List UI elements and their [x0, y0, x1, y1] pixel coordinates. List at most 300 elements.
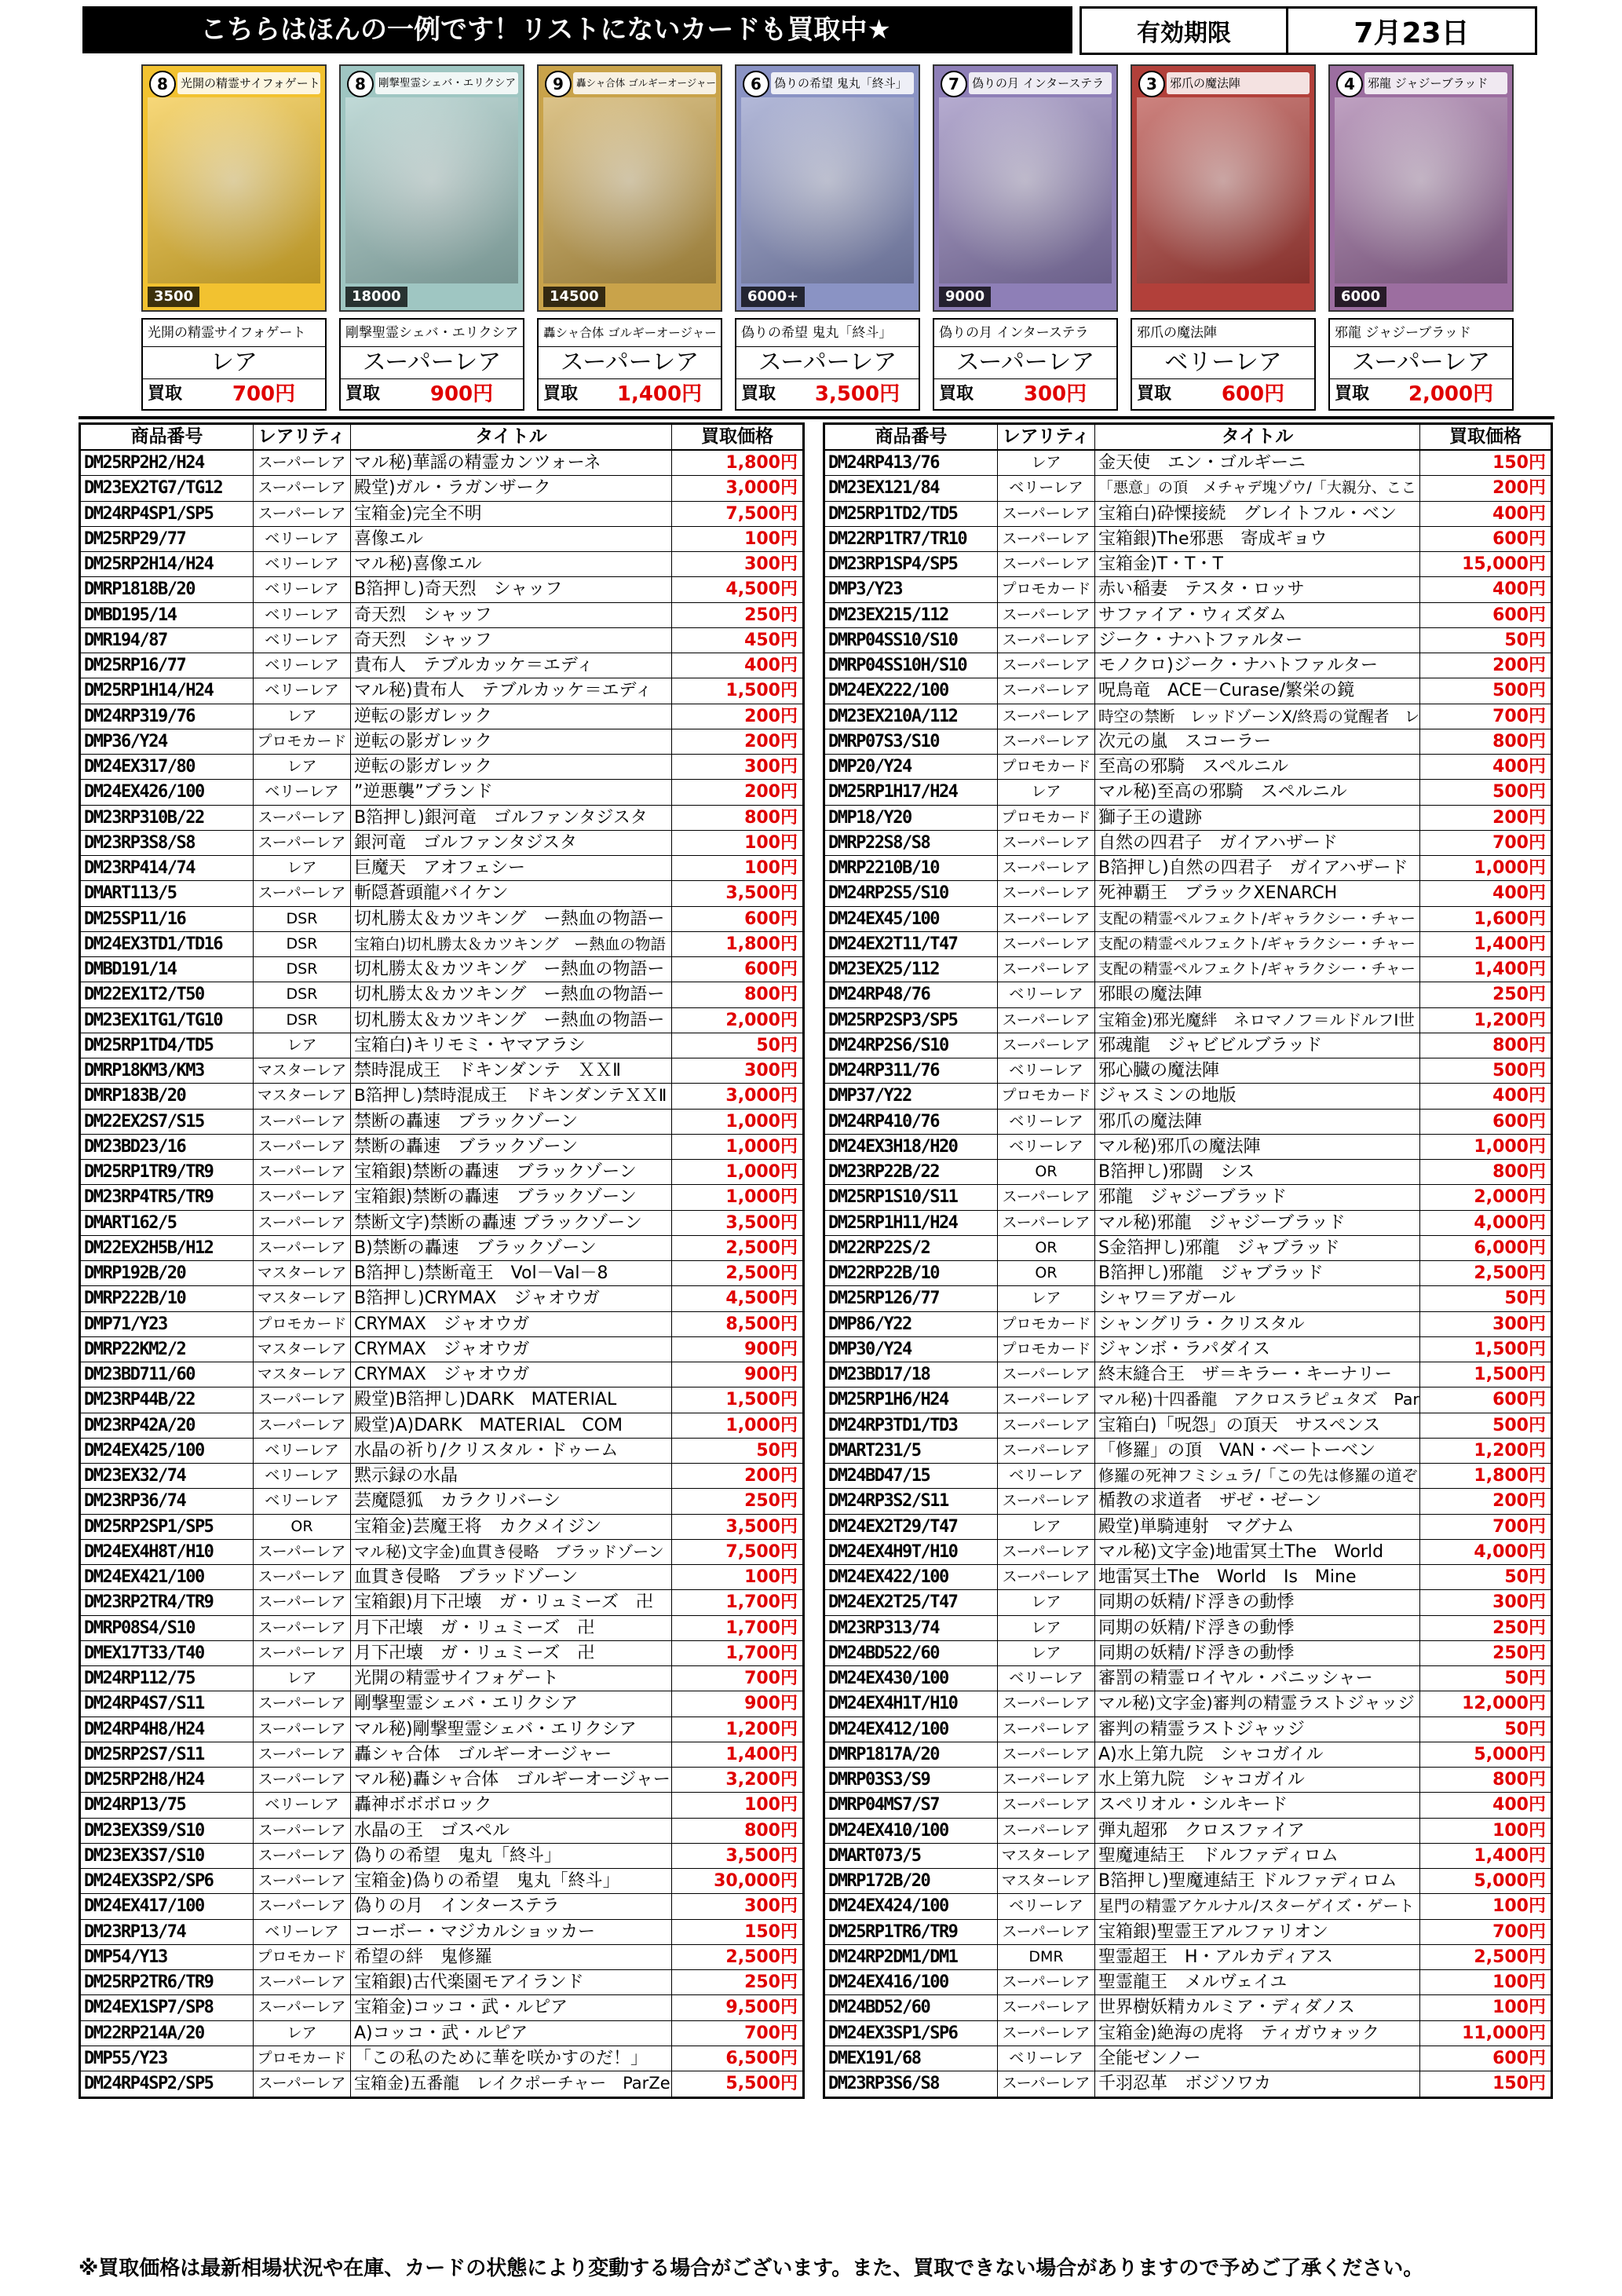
- table-row: [825, 2071, 1551, 2097]
- price-table-left: [79, 422, 805, 2099]
- buy-price: 400円: [1492, 1795, 1546, 1815]
- featured-card: [735, 64, 920, 411]
- buy-price: 150円: [744, 1921, 798, 1942]
- buy-price: 250円: [744, 1491, 798, 1512]
- product-code: DMP86/Y22: [825, 1312, 998, 1336]
- product-code: DM22RP1TR7/TR10: [825, 527, 998, 551]
- rarity: スーパーレア: [998, 1033, 1095, 1058]
- product-code: DM23RP22B/22: [825, 1160, 998, 1184]
- buy-label: 買取: [1335, 384, 1370, 404]
- card-cost: 8: [347, 71, 374, 97]
- card-title: 邪心臓の魔法陣: [1095, 1058, 1420, 1083]
- rarity: ベリーレア: [998, 1135, 1095, 1159]
- table-row: [825, 780, 1551, 805]
- table-row: [81, 603, 802, 628]
- buy-price: 400円: [1492, 757, 1546, 777]
- card-title: 聖霊超王 H・アルカディアス: [1095, 1945, 1420, 1969]
- rarity: スーパーレア: [254, 1768, 351, 1792]
- product-code: DM22EX1T2/T50: [81, 982, 254, 1007]
- rarity: マスターレア: [254, 1337, 351, 1362]
- product-code: DMART231/5: [825, 1439, 998, 1463]
- buy-price: 1,400円: [1474, 960, 1546, 979]
- card-title: ジーク・ナハトファルター: [1095, 628, 1420, 653]
- product-code: DMRP22KM2/2: [81, 1337, 254, 1362]
- buy-price: 500円: [1492, 1061, 1546, 1080]
- rarity: マスターレア: [998, 1869, 1095, 1893]
- rarity: ベリーレア: [998, 1666, 1095, 1691]
- product-code: DM24EX426/100: [81, 780, 254, 804]
- product-code: DM24EX417/100: [81, 1894, 254, 1918]
- product-code: DMP36/Y24: [81, 729, 254, 754]
- table-row: [825, 1362, 1551, 1387]
- table-row: [825, 1995, 1551, 2020]
- buy-price: 800円: [1492, 1162, 1546, 1182]
- rarity: スーパーレア: [998, 603, 1095, 627]
- rarity: レア: [254, 856, 351, 880]
- rarity: ベリーレア: [254, 628, 351, 653]
- rarity: ベリーレア: [998, 1110, 1095, 1134]
- product-code: DM24RP112/75: [81, 1666, 254, 1691]
- card-image-name: 偽りの希望 鬼丸「終斗」: [771, 72, 914, 94]
- buy-price: 200円: [1492, 478, 1546, 499]
- table-row: [81, 1362, 802, 1387]
- product-code: DMRP07S3/S10: [825, 729, 998, 754]
- header-banner: こちらはほんの一例です！リストにないカードも買取中★: [82, 6, 1072, 53]
- table-row: [81, 1920, 802, 1945]
- card-title: 殿堂)B箔押し)DARK MATERIAL: [351, 1387, 672, 1412]
- buy-price: 2,500円: [1474, 1947, 1546, 1967]
- product-code: DM24EX416/100: [825, 1970, 998, 1994]
- card-title: 時空の禁断 レッドゾーンX/終焉の覚醒者 レ: [1095, 704, 1420, 729]
- card-title: スペリオル・シルキード: [1095, 1793, 1420, 1817]
- buy-price: 600円: [1492, 605, 1546, 625]
- product-code: DM22EX2S7/S15: [81, 1110, 254, 1134]
- card-title: 赤い稲妻 テスタ・ロッサ: [1095, 577, 1420, 601]
- rarity: レア: [254, 1033, 351, 1058]
- card-power: 14500: [543, 287, 605, 307]
- card-image: [1131, 64, 1316, 312]
- table-row: [81, 1995, 802, 2020]
- featured-card: [1131, 64, 1316, 411]
- card-title: B)禁断の轟速 ブラックゾーン: [351, 1236, 672, 1260]
- buy-price: 1,500円: [725, 681, 798, 701]
- table-row: [81, 1185, 802, 1210]
- header-code: 商品番号: [81, 425, 254, 449]
- rarity: プロモカード: [998, 1337, 1095, 1362]
- rarity: レア: [998, 1641, 1095, 1665]
- card-title: マル秘)剛撃聖霊シェバ・エリクシア: [351, 1717, 672, 1742]
- card-title: B箔押し)CRYMAX ジャオウガ: [351, 1286, 672, 1311]
- card-title: マル秘)文字金)血貫き侵略 ブラッドゾーン: [351, 1540, 672, 1564]
- table-row: [81, 806, 802, 831]
- buy-price: 400円: [1492, 503, 1546, 524]
- buy-price: 2,500円: [1474, 1263, 1546, 1283]
- card-title: 宝箱金)五番龍 レイクポーチャー ParZe: [351, 2071, 672, 2097]
- table-row: [825, 1970, 1551, 1995]
- card-title: 血貫き侵略 ブラッドゾーン: [351, 1565, 672, 1589]
- validity-label: 有効期限: [1082, 9, 1288, 53]
- rarity: スーパーレア: [998, 2021, 1095, 2046]
- card-title: 自然の四君子 ガイアハザード: [1095, 831, 1420, 855]
- product-code: DM24EX4H8T/H10: [81, 1540, 254, 1564]
- card-title: 宝箱金)芸魔王将 カクメイジン: [351, 1515, 672, 1539]
- card-title: 千羽忍革 ボジソワカ: [1095, 2071, 1420, 2097]
- buy-price: 1,200円: [725, 1719, 798, 1739]
- product-code: DM24EX3SP2/SP6: [81, 1869, 254, 1893]
- rarity: ベリーレア: [254, 780, 351, 804]
- card-price-row: [539, 379, 721, 409]
- card-title: 禁断の轟速 ブラックゾーン: [351, 1135, 672, 1159]
- table-row: [825, 729, 1551, 755]
- card-title: 殿堂)A)DARK MATERIAL COM: [351, 1413, 672, 1438]
- table-row: [825, 1894, 1551, 1919]
- product-code: DMRP222B/10: [81, 1286, 254, 1311]
- card-cost: 6: [743, 71, 769, 97]
- rarity: レア: [998, 1286, 1095, 1311]
- rarity: スーパーレア: [998, 1970, 1095, 1994]
- table-row: [81, 1236, 802, 1261]
- product-code: DM23EX32/74: [81, 1464, 254, 1488]
- product-code: DM23RP4TR5/TR9: [81, 1185, 254, 1209]
- rarity: レア: [254, 1666, 351, 1691]
- rarity: OR: [998, 1261, 1095, 1285]
- buy-price: 1,800円: [1474, 1466, 1546, 1486]
- card-title: CRYMAX ジャオウガ: [351, 1362, 672, 1387]
- card-title: 芸魔隠狐 カラクリバーシ: [351, 1489, 672, 1513]
- product-code: DM24EX222/100: [825, 678, 998, 703]
- card-title: 同期の妖精/ド浮きの動悸: [1095, 1641, 1420, 1665]
- buy-price: 1,000円: [725, 1187, 798, 1208]
- card-title: 切札勝太＆カツキング ー熱血の物語ー: [351, 1008, 672, 1033]
- buy-price: 15,000円: [1462, 554, 1546, 574]
- card-power: 9000: [939, 287, 991, 307]
- featured-cards: [141, 64, 1539, 410]
- product-code: DM24RP3TD1/TD3: [825, 1413, 998, 1438]
- table-row: [825, 451, 1551, 476]
- table-row: [825, 653, 1551, 678]
- table-row: [825, 502, 1551, 527]
- card-title: A)コッコ・武・ルピア: [351, 2021, 672, 2046]
- card-title: 邪龍 ジャジーブラッド: [1095, 1185, 1420, 1209]
- card-title: 宝箱白)「呪怨」の頂天 サスペンス: [1095, 1413, 1420, 1438]
- product-code: DMRP1817A/20: [825, 1742, 998, 1767]
- card-cost: 9: [545, 71, 572, 97]
- card-price: 600円: [1221, 382, 1285, 406]
- table-row: [81, 780, 802, 805]
- table-row: [825, 2021, 1551, 2046]
- card-title: 殿堂)単騎連射 マグナム: [1095, 1515, 1420, 1539]
- product-code: DM24EX425/100: [81, 1439, 254, 1463]
- product-code: DMP37/Y22: [825, 1084, 998, 1108]
- card-title: 宝箱金)T・T・T: [1095, 552, 1420, 576]
- buy-price: 700円: [1492, 832, 1546, 853]
- card-price-row: [143, 379, 325, 409]
- card-title: B箔押し)聖魔連結王 ドルファディロム: [1095, 1869, 1420, 1893]
- card-rarity: スーパーレア: [1330, 347, 1512, 379]
- product-code: DMR194/87: [81, 628, 254, 653]
- card-title: 貴布人 テブルカッケ＝エディ: [351, 653, 672, 678]
- table-row: [825, 1464, 1551, 1489]
- card-price-row: [736, 379, 919, 409]
- product-code: DM24EX2T29/T47: [825, 1515, 998, 1539]
- product-code: DM24EX2T11/T47: [825, 932, 998, 956]
- card-title: 月下卍壊 ガ・リュミーズ 卍: [351, 1641, 672, 1665]
- table-row: [81, 1768, 802, 1793]
- table-row: [81, 1666, 802, 1691]
- buy-price: 800円: [1492, 1035, 1546, 1055]
- card-title: 希望の絆 鬼修羅: [351, 1945, 672, 1969]
- table-row: [825, 1185, 1551, 1210]
- table-row: [81, 678, 802, 704]
- card-title: 宝箱金)偽りの希望 鬼丸「終斗」: [351, 1869, 672, 1893]
- rarity: マスターレア: [254, 1261, 351, 1285]
- rarity: OR: [998, 1160, 1095, 1184]
- buy-price: 3,500円: [725, 1845, 798, 1866]
- product-code: DMP30/Y24: [825, 1337, 998, 1362]
- buy-price: 3,500円: [725, 883, 798, 904]
- buy-price: 9,500円: [725, 1998, 798, 2018]
- table-row: [81, 907, 802, 932]
- rarity: ベリーレア: [998, 1058, 1095, 1083]
- table-row: [81, 1590, 802, 1615]
- buy-label: 買取: [939, 384, 974, 404]
- product-code: DM25RP1S10/S11: [825, 1185, 998, 1209]
- buy-price: 600円: [1492, 1111, 1546, 1132]
- product-code: DMRP08S4/S10: [81, 1616, 254, 1640]
- buy-price: 50円: [1504, 630, 1546, 650]
- table-row: [81, 552, 802, 577]
- buy-price: 800円: [744, 1820, 798, 1841]
- table-row: [825, 1869, 1551, 1894]
- buy-price: 50円: [1504, 1719, 1546, 1739]
- rarity: スーパーレア: [254, 1540, 351, 1564]
- product-code: DMRP1818B/20: [81, 577, 254, 601]
- buy-price: 1,000円: [725, 1415, 798, 1435]
- header-price: 買取価格: [701, 426, 773, 447]
- buy-price: 250円: [1492, 985, 1546, 1005]
- table-row: [81, 1793, 802, 1818]
- product-code: DM23BD23/16: [81, 1135, 254, 1159]
- table-row: [81, 1844, 802, 1869]
- card-info: [735, 318, 920, 411]
- table-row: [825, 552, 1551, 577]
- product-code: DM23RP2TR4/TR9: [81, 1590, 254, 1614]
- product-code: DMRP04MS7/S7: [825, 1793, 998, 1817]
- buy-price: 100円: [744, 528, 798, 549]
- product-code: DM24RP4SP1/SP5: [81, 502, 254, 526]
- product-code: DM23RP3S8/S8: [81, 831, 254, 855]
- rarity: スーパーレア: [254, 502, 351, 526]
- product-code: DM24RP410/76: [825, 1110, 998, 1134]
- rarity: マスターレア: [254, 1058, 351, 1083]
- rarity: スーパーレア: [254, 1869, 351, 1893]
- buy-price: 50円: [1504, 1289, 1546, 1309]
- product-code: DM25RP1TD4/TD5: [81, 1033, 254, 1058]
- rarity: DSR: [254, 932, 351, 956]
- card-title: マル秘)文字金)審判の精霊ラストジャッジ: [1095, 1691, 1420, 1716]
- buy-label: 買取: [345, 384, 381, 404]
- card-image: [537, 64, 722, 312]
- table-row: [81, 1033, 802, 1058]
- rarity: ベリーレア: [254, 603, 351, 627]
- rarity: スーパーレア: [998, 1489, 1095, 1513]
- card-title: 聖魔連結王 ドルファディロム: [1095, 1844, 1420, 1868]
- card-cost: 7: [941, 71, 967, 97]
- card-title: 「この私のために華を咲かすのだ！」: [351, 2046, 672, 2071]
- card-title: 剛撃聖霊シェバ・エリクシア: [341, 320, 523, 347]
- card-title: 「悪意」の頂 メチャデ塊ゾウ/「大親分、ここ: [1095, 476, 1420, 500]
- card-title: 偽りの月 インターステラ: [934, 320, 1116, 347]
- buy-price: 1,400円: [1474, 934, 1546, 954]
- product-code: DM24EX1SP7/SP8: [81, 1995, 254, 2020]
- product-code: DM24RP13/75: [81, 1793, 254, 1817]
- card-info: [141, 318, 327, 411]
- table-row: [825, 1540, 1551, 1565]
- rarity: スーパーレア: [254, 2071, 351, 2097]
- buy-price: 700円: [1492, 706, 1546, 726]
- product-code: DM23RP1SP4/SP5: [825, 552, 998, 576]
- card-title: マル秘)十四番龍 アクロスラピュタズ Par: [1095, 1387, 1420, 1412]
- buy-price: 4,500円: [725, 579, 798, 600]
- table-row: [825, 1920, 1551, 1945]
- product-code: DM22RP22B/10: [825, 1261, 998, 1285]
- product-code: DM25RP2SP3/SP5: [825, 1008, 998, 1033]
- buy-price: 700円: [744, 2023, 798, 2043]
- card-title: 奇天烈 シャッフ: [351, 628, 672, 653]
- card-rarity: スーパーレア: [934, 347, 1116, 379]
- table-row: [81, 856, 802, 881]
- product-code: DM23RP13/74: [81, 1920, 254, 1944]
- card-price: 900円: [429, 382, 494, 406]
- table-row: [825, 1844, 1551, 1869]
- table-row: [81, 1387, 802, 1413]
- table-row: [825, 1160, 1551, 1185]
- rarity: スーパーレア: [998, 881, 1095, 905]
- table-row: [81, 957, 802, 982]
- buy-price: 12,000円: [1462, 1694, 1546, 1714]
- table-row: [81, 1337, 802, 1362]
- buy-price: 100円: [744, 1567, 798, 1587]
- buy-price: 5,500円: [725, 2074, 798, 2093]
- table-row: [81, 2021, 802, 2046]
- product-code: DM24RP48/76: [825, 982, 998, 1007]
- product-code: DMBD195/14: [81, 603, 254, 627]
- card-title: 奇天烈 シャッフ: [351, 603, 672, 627]
- card-title: 禁時混成王 ドキンダンテ ＸＸⅡ: [351, 1058, 672, 1083]
- card-title: 剛撃聖霊シェバ・エリクシア: [351, 1691, 672, 1716]
- product-code: DMEX191/68: [825, 2046, 998, 2071]
- buy-price: 100円: [1492, 1896, 1546, 1917]
- buy-price: 200円: [1492, 807, 1546, 828]
- header-title: タイトル: [1095, 425, 1420, 449]
- card-art: [1335, 97, 1507, 283]
- table-row: [825, 957, 1551, 982]
- product-code: DM23EX2TG7/TG12: [81, 476, 254, 500]
- table-row: [81, 1742, 802, 1768]
- table-row: [81, 1261, 802, 1286]
- buy-price: 1,200円: [1474, 1010, 1546, 1030]
- rarity: スーパーレア: [254, 1135, 351, 1159]
- rarity: ベリーレア: [998, 476, 1095, 500]
- card-title: CRYMAX ジャオウガ: [351, 1337, 672, 1362]
- rarity: スーパーレア: [998, 1691, 1095, 1716]
- rarity: スーパーレア: [998, 527, 1095, 551]
- product-code: DM25RP1H17/H24: [825, 780, 998, 804]
- card-title: モノクロ)ジーク・ナハトファルター: [1095, 653, 1420, 678]
- buy-price: 400円: [1492, 883, 1546, 904]
- rarity: スーパーレア: [998, 1362, 1095, 1387]
- product-code: DMRP03S3/S9: [825, 1768, 998, 1792]
- product-code: DMP20/Y24: [825, 755, 998, 779]
- product-code: DM25RP1H11/H24: [825, 1211, 998, 1235]
- buy-price: 1,000円: [725, 1136, 798, 1157]
- rarity: スーパーレア: [998, 552, 1095, 576]
- table-row: [81, 1286, 802, 1311]
- buy-price: 2,500円: [725, 1947, 798, 1967]
- buy-price: 3,500円: [725, 1516, 798, 1537]
- product-code: DM23EX210A/112: [825, 704, 998, 729]
- buy-price: 3,000円: [725, 1086, 798, 1106]
- table-row: [825, 1413, 1551, 1439]
- buy-price: 800円: [1492, 1770, 1546, 1790]
- header-title: タイトル: [351, 425, 672, 449]
- product-code: DM23RP36/74: [81, 1489, 254, 1513]
- table-row: [81, 1945, 802, 1970]
- card-title: B箔押し)自然の四君子 ガイアハザード: [1095, 856, 1420, 880]
- rarity: プロモカード: [254, 1312, 351, 1336]
- buy-price: 600円: [1492, 2048, 1546, 2068]
- product-code: DM25RP16/77: [81, 653, 254, 678]
- buy-price: 300円: [744, 1061, 798, 1080]
- rarity: スーパーレア: [998, 1819, 1095, 1843]
- buy-price: 50円: [756, 1440, 798, 1461]
- product-code: DMRP22S8/S8: [825, 831, 998, 855]
- table-header: [81, 425, 802, 451]
- buy-label: 買取: [148, 384, 183, 404]
- rarity: スーパーレア: [254, 881, 351, 905]
- product-code: DM24EX412/100: [825, 1717, 998, 1742]
- product-code: DMP54/Y13: [81, 1945, 254, 1969]
- card-price: 2,000円: [1408, 382, 1494, 406]
- product-code: DM22EX2H5B/H12: [81, 1236, 254, 1260]
- product-code: DM24EX3TD1/TD16: [81, 932, 254, 956]
- card-title: 禁断文字)禁断の轟速 ブラックゾーン: [351, 1211, 672, 1235]
- product-code: DM24RP4SP2/SP5: [81, 2071, 254, 2097]
- buy-price: 250円: [744, 605, 798, 625]
- table-row: [81, 1565, 802, 1590]
- table-row: [825, 476, 1551, 501]
- card-title: 邪爪の魔法陣: [1132, 320, 1314, 347]
- rarity: ベリーレア: [254, 1489, 351, 1513]
- table-row: [81, 1084, 802, 1109]
- rarity: レア: [998, 451, 1095, 475]
- product-code: DM24RP2S6/S10: [825, 1033, 998, 1058]
- featured-card: [141, 64, 327, 411]
- buy-price: 500円: [1492, 681, 1546, 701]
- card-title: B箔押し)奇天烈 シャッフ: [351, 577, 672, 601]
- rarity: スーパーレア: [998, 1742, 1095, 1767]
- rarity: DSR: [254, 1008, 351, 1033]
- rarity: プロモカード: [998, 1084, 1095, 1108]
- buy-price: 450円: [744, 630, 798, 650]
- table-row: [81, 1691, 802, 1717]
- buy-price: 100円: [744, 1795, 798, 1815]
- table-row: [825, 755, 1551, 780]
- product-code: DMART162/5: [81, 1211, 254, 1235]
- card-title: B箔押し)銀河竜 ゴルファンタジスタ: [351, 806, 672, 830]
- rarity: スーパーレア: [998, 856, 1095, 880]
- card-title: 宝箱白)砕慄接続 グレイトフル・ベン: [1095, 502, 1420, 526]
